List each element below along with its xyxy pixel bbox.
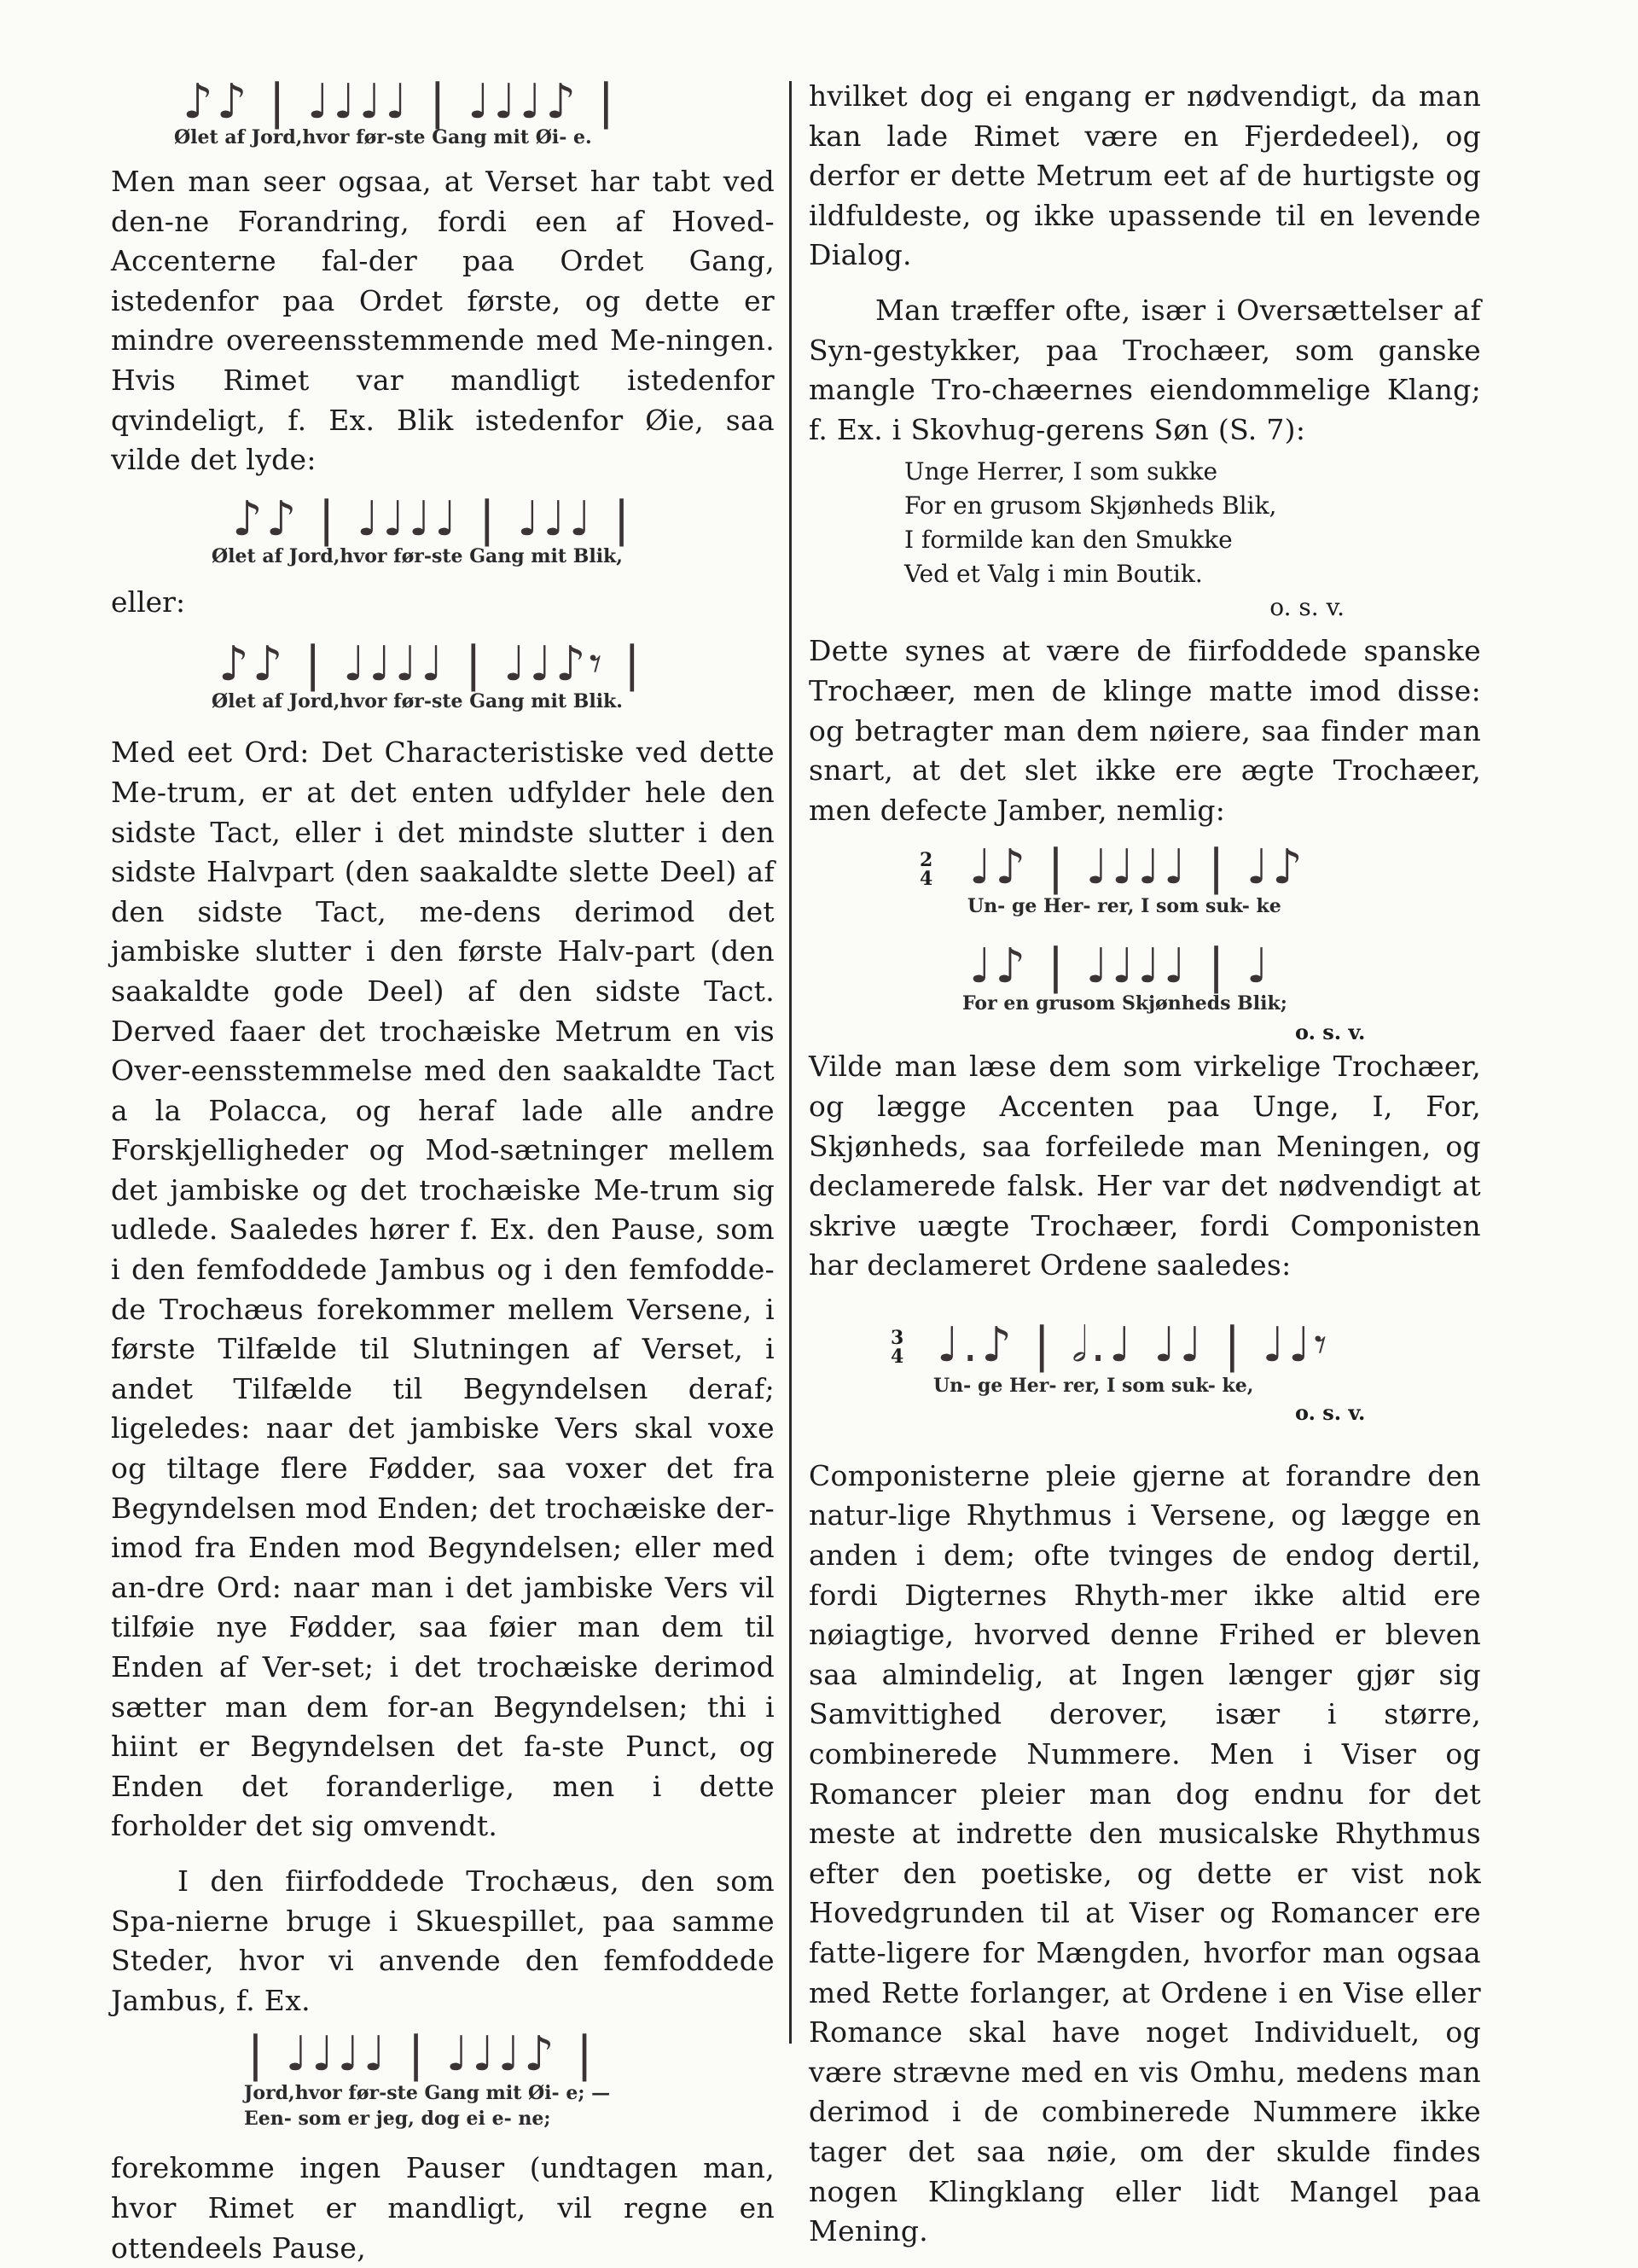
paragraph: Man træffer ofte, især i Oversættelser af Syn-gestykker, paa Trochæer, som ganske mangle Tro-chæernes eiendommelige Klang; f. Ex. i Skovhug-gerens Søn (S. 7): — [809, 293, 1481, 446]
note-glyphs: | ♩♩♩♩ | ♩♩♩♪ | — [247, 2027, 596, 2083]
music-example-1 — [111, 74, 775, 162]
paragraph: forekomme ingen Pauser (undtagen man, hvor Rimet er mandligt, vil regne en ottendeels Pause, — [111, 2151, 775, 2265]
example-signature: o. s. v. — [1295, 1020, 1366, 1045]
time-signature — [920, 849, 933, 891]
paragraph: Dette synes at være de fiirfoddede spanske Trochæer, men de klinge matte imod disse: og betragter man dem nøiere, saa finder man snart, at det slet ikke ere ægte Trochæer, men defecte Jamber, nemlig: — [809, 634, 1481, 827]
note-glyphs: ♪♪ | ♩♩♩♩ | ♩♩♪𝄾 | — [218, 637, 644, 693]
paragraph: Vilde man læse dem som virkelige Trochæer, og lægge Accenten paa Unge, I, For, Skjønheds, saa forfeilede man Meningen, og declamerede falsk. Her var det nødvendigt at skrive uægte Trochæer, fordi Componisten har declameret Ordene saaledes: — [809, 1050, 1481, 1282]
example-signature: o. s. v. — [1295, 1399, 1366, 1425]
paragraph: Componisterne pleie gjerne at forandre den natur-lige Rhythmus i Versene, og lægge en anden i dem; ofte tvinges de endog dertil, fordi Digternes Rhyth-mer ikke altid ere nøiagtige, hvorved denne Frihed er bleven saa almindelig, at Ingen længer gjør sig Samvittighed derover, især i større, combinerede Nummere. Men i Viser og Romancer pleier man dog endnu for det meste at indrette den musicalske Rhythmus efter den poetiske, og dette er vist nok Hovedgrunden til at Viser og Romancer ere fatte-ligere for Mængden, hvorfor man ogsaa med Rette forlanger, at Ordene i en Vise eller Romance skal have noget Individuelt, og være strævne med en vis Omhu, medens man derimod i de combinerede Nummere ikke tager det saa nøie, om der skulde findes nogen Klingklang eller lidt Mangel paa Mening. — [809, 1458, 1481, 2248]
note-glyphs: ♩.♪ | 𝅗𝅥.♩ ♩♩ | ♩♩𝄾 — [937, 1317, 1331, 1373]
verse-line: Ved et Valg i min Boutik. — [904, 560, 1203, 589]
music-example-3 — [111, 622, 775, 733]
music-lyrics: Ølet af Jord,hvor før-ste Gang mit Blik. — [212, 690, 623, 713]
note-glyphs: ♪♪ | ♩♩♩♩ | ♩♩♩♪ | — [183, 74, 618, 130]
music-lyrics: Ølet af Jord,hvor før-ste Gang mit Øi- e. — [174, 126, 592, 148]
time-signature-bottom: 4 — [920, 868, 933, 891]
note-glyphs: ♩♪ | ♩♩♩♩ | ♩ — [969, 939, 1273, 995]
paragraph: hvilket dog ei engang er nødvendigt, da man kan lade Rimet være en Fjerdedeel), og derfor er dette Metrum eet af de hurtigste og ildfuldeste, og ikke upassende til en levende Dialog. — [809, 79, 1481, 272]
music-example-2 — [111, 480, 775, 583]
music-lyrics: For en grusom Skjønheds Blik; — [962, 992, 1287, 1015]
paragraph: I den fiirfoddede Trochæus, den som Spa-nierne bruge i Skuespillet, paa samme Steder, hvor vi anvende den femfoddede Jambus, f. Ex. — [111, 1864, 775, 2017]
verse-line: Unge Herrer, I som sukke — [904, 457, 1218, 486]
column-divider — [789, 81, 792, 2044]
music-example-4 — [111, 2021, 775, 2149]
left-column — [111, 74, 775, 2268]
quoted-verse — [809, 455, 1481, 621]
music-example-5 — [809, 830, 1481, 938]
note-glyphs: ♩♪ | ♩♩♩♩ | ♩♪ — [969, 840, 1306, 896]
verse-line: For en grusom Skjønheds Blik, — [904, 491, 1277, 520]
verse-signature: o. s. v. — [1269, 593, 1345, 622]
music-lyrics: Un- ge Her- rer, I som suk- ke, — [933, 1374, 1254, 1397]
paragraph: Med eet Ord: Det Characteristiske ved dette Me-trum, er at det enten udfylder hele den sidste Tact, eller i det mindste slutter i den sidste Halvpart (den saakaldte slette Deel) af den sidste Tact, me-dens derimod det jambiske slutter i den første Halv-part (den saakaldte gode Deel) af den sidste Tact. Derved faaer det trochæiske Metrum en vis Over-eensstemmelse med den saakaldte Tact a la Polacca, og heraf lade alle andre Forskjelligheder og Mod-sætninger mellem det jambiske og det trochæiske Me-trum sig udlede. Saaledes hører f. Ex. den Pause, som i den femfoddede Jambus og i den femfodde-de Trochæus forekommer mellem Versene, i første Tilfælde til Slutningen af Verset, i andet Tilfælde til Begyndelsen deraf; ligeledes: naar det jambiske Vers skal voxe og tiltage flere Fødder, saa voxer det fra Begyndelsen mod Enden; det trochæiske der-imod fra Enden mod Begyndelsen; eller med an-dre Ord: naar man i det jambiske Vers vil tilføie nye Fødder, saa føier man dem til Enden af Ver-set; i det trochæiske derimod sætter man dem for-an Begyndelsen; thi i hiint er Begyndelsen det fa-ste Punct, og Enden det foranderlige, men i dette forholder det sig omvendt. — [111, 736, 775, 1843]
time-signature — [891, 1326, 904, 1368]
time-signature-top: 2 — [920, 849, 933, 872]
music-lyrics: Jord,hvor før-ste Gang mit Øi- e; — — [244, 2082, 611, 2105]
paragraph: Men man seer ogsaa, at Verset har tabt ved den-ne Forandring, fordi een af Hoved-Accenterne fal-der paa Ordet Gang, istedenfor paa Ordet første, og dette er mindre overeensstemmende med Me-ningen. Hvis Rimet var mandligt istedenfor qvindeligt, f. Ex. Blik istedenfor Øie, saa vilde det lyde: — [111, 165, 775, 477]
note-glyphs: ♪♪ | ♩♩♩♩ | ♩♩♩ | — [232, 491, 633, 547]
music-lyrics: Een- som er jeg, dog ei e- ne; — [244, 2108, 551, 2131]
music-example-6 — [809, 938, 1481, 1047]
music-example-7 — [809, 1286, 1481, 1457]
time-signature-top: 3 — [891, 1326, 904, 1349]
music-lyrics: Un- ge Her- rer, I som suk- ke — [967, 895, 1281, 918]
verse-line: I formilde kan den Smukke — [904, 526, 1233, 555]
right-column — [809, 77, 1481, 2252]
label-eller: eller: — [111, 584, 186, 619]
time-signature-bottom: 4 — [891, 1345, 904, 1368]
music-lyrics: Ølet af Jord,hvor før-ste Gang mit Blik, — [212, 544, 623, 567]
